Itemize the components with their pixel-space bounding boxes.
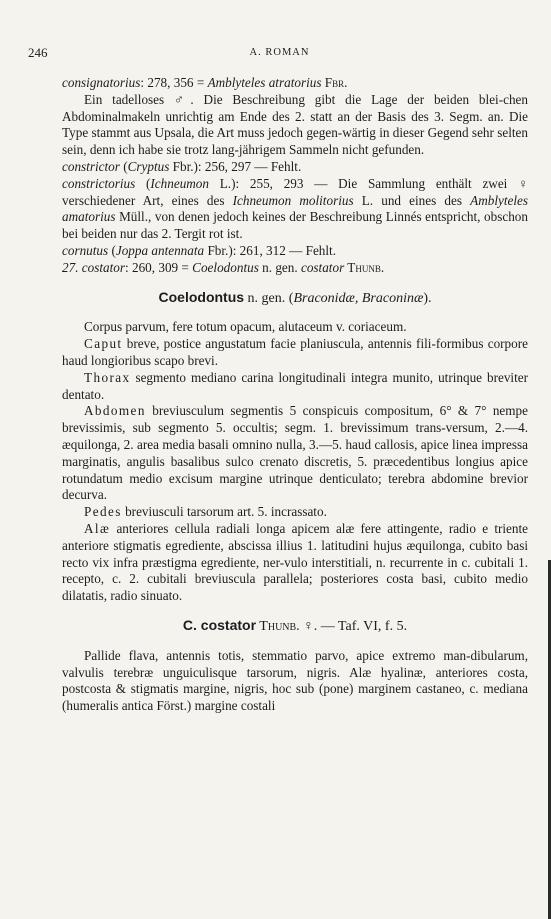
genus-desc-corpus [62, 319, 528, 336]
desc-lead: Abdomen [84, 403, 146, 419]
entry-text: L.): 255, 293 — Die Sammlung enthält zwei ♀ verschiedener Art, eines des [62, 175, 528, 208]
entry-synonym: Ichneumon [150, 175, 209, 191]
genus-desc-caput [62, 336, 528, 370]
entry-punct: ( [119, 158, 128, 174]
entry-constrictor [62, 159, 528, 176]
desc-text: breviusculum segmentis 5 conspicuis compositum, 6° & 7° nempe brevissimis, sub segmento 5. occultis; segm. 1. brevissimum trans-versum, 2.—4. æquilonga, 2. area media basali omnino nulla, 3.—5. haud callosis, apice linea impressa marginatis, angulis basalibus sulco crenato discretis, 5. præcedentibus longius apice rotundatum medio excisum margine utrinque denticulato; terebra abdomine brevior decurva. [62, 403, 528, 503]
entry-term: consignatorius [62, 75, 141, 90]
genus-close: ). [423, 290, 432, 306]
entry-punct: ( [108, 242, 116, 258]
genus-desc-alae [62, 521, 528, 605]
genus-desc-abdomen [62, 403, 528, 504]
entry-punct: ( [135, 175, 151, 191]
desc-text: anteriores cellula radiali longa apicem alæ fere attingente, radio e triente anteriore stigmatis egrediente, abscissa illius 1. latitudini hujus æquilonga, cubito basi recto vix infra præstigma egrediente, ner-vulo interstitiali, n. recurrente in c. cubitali 1. recepto, c. 2. cubitali breviuscula parallela; posteriores costa basi, cubito medio dilatatis, radio sinuato. [62, 520, 528, 604]
desc-lead: Caput [84, 336, 123, 352]
entry-ref: Fbr.): 261, 312 — Fehlt. [204, 242, 337, 258]
species-name: C. costator [182, 616, 257, 633]
entry-synonym: Amblyteles amatorius [62, 192, 528, 225]
species-desc: Pallide flava, antennis totis, stemmatio parvo, apice extremo man-dibularum, valvulis terebræ unguiculisque tarsorum, nigris. Alæ hyalinæ, anteriores costa, postcosta & stigmatis margine, nigris, hoc sub (pone) marginem castaneo, c. mediana (humeralis antica Först.) margine costali [62, 647, 528, 714]
entry-text: Müll., von denen jedoch keines der Beschreibung Linnés entspricht, obschon bei beiden nur das 2. Tergit rot ist. [62, 209, 528, 242]
entry-note: Ein tadelloses ♂. Die Beschreibung gibt die Lage der beiden blei-chen Abdominalmakeln unrichtig am Ende des 2. statt an der Basis des 3. Segm. an. Die Type stammt aus Upsala, die Art muss jedoch gegen-wärtig in dieser Gegend sehr selten sein, denn ich habe sie trotz lang-jährigem Sammeln nicht gefunden. [62, 91, 528, 158]
entry-synonym: Amblyteles atratorius [207, 75, 322, 90]
desc-lead: Alæ [84, 520, 111, 536]
desc-text: breviusculi tarsorum art. 5. incrassato. [121, 504, 327, 520]
desc-text: segmento mediano carina longitudinali integra munito, utrinque breviter dentato. [62, 369, 528, 402]
entry-cornutus [62, 243, 528, 260]
page-body [62, 75, 528, 715]
entry-costator [62, 260, 528, 277]
entry-synonym: Joppa antennata [115, 242, 205, 258]
genus-heading [62, 289, 528, 308]
page-number: 246 [28, 45, 48, 60]
entry-synonym: Ichneumon molitorius [232, 192, 354, 208]
entry-term: cornutus [62, 242, 109, 258]
species-author: Thunb. [256, 618, 300, 634]
entry-synonym: Cryptus [127, 158, 170, 174]
desc-lead: Thorax [84, 369, 131, 385]
desc-text: breve, postice angustatum facie planiuscula, antennis fili-formibus corpore haud longioribus scapo brevi. [62, 336, 528, 368]
genus-rank: n. gen. ( [244, 290, 294, 306]
entry-consignatorius [62, 75, 528, 92]
genus-desc-pedes [62, 504, 528, 521]
entry-ref: Fbr.): 256, 297 — Fehlt. [169, 158, 302, 174]
species-heading [62, 617, 528, 636]
entry-term: constrictor [62, 158, 120, 174]
entry-ref: : 260, 309 = [125, 259, 193, 275]
entry-text: L. und eines des [353, 192, 471, 208]
running-title: A. ROMAN [249, 47, 310, 58]
genus-family: Braconidæ, Braconinæ [293, 290, 424, 306]
genus-name: Coelodontus [158, 288, 245, 305]
desc-text: Corpus parvum, fere totum opacum, alutaceum v. coriaceum. [84, 319, 407, 335]
entry-term: 27. costator [62, 259, 126, 275]
entry-ref: : 278, 356 = [140, 75, 208, 90]
entry-constrictorius [62, 176, 528, 243]
entry-term: constrictorius [62, 175, 136, 191]
genus-desc-thorax [62, 370, 528, 404]
entry-synonym: costator [300, 259, 345, 275]
entry-author: Thunb. [344, 259, 385, 275]
entry-synonym: Coelodontus [192, 259, 259, 275]
entry-author: Fbr. [321, 75, 348, 90]
desc-lead: Pedes [84, 504, 122, 520]
entry-text: n. gen. [258, 259, 301, 275]
species-ref: ♀. — Taf. VI, f. 5. [299, 618, 408, 634]
